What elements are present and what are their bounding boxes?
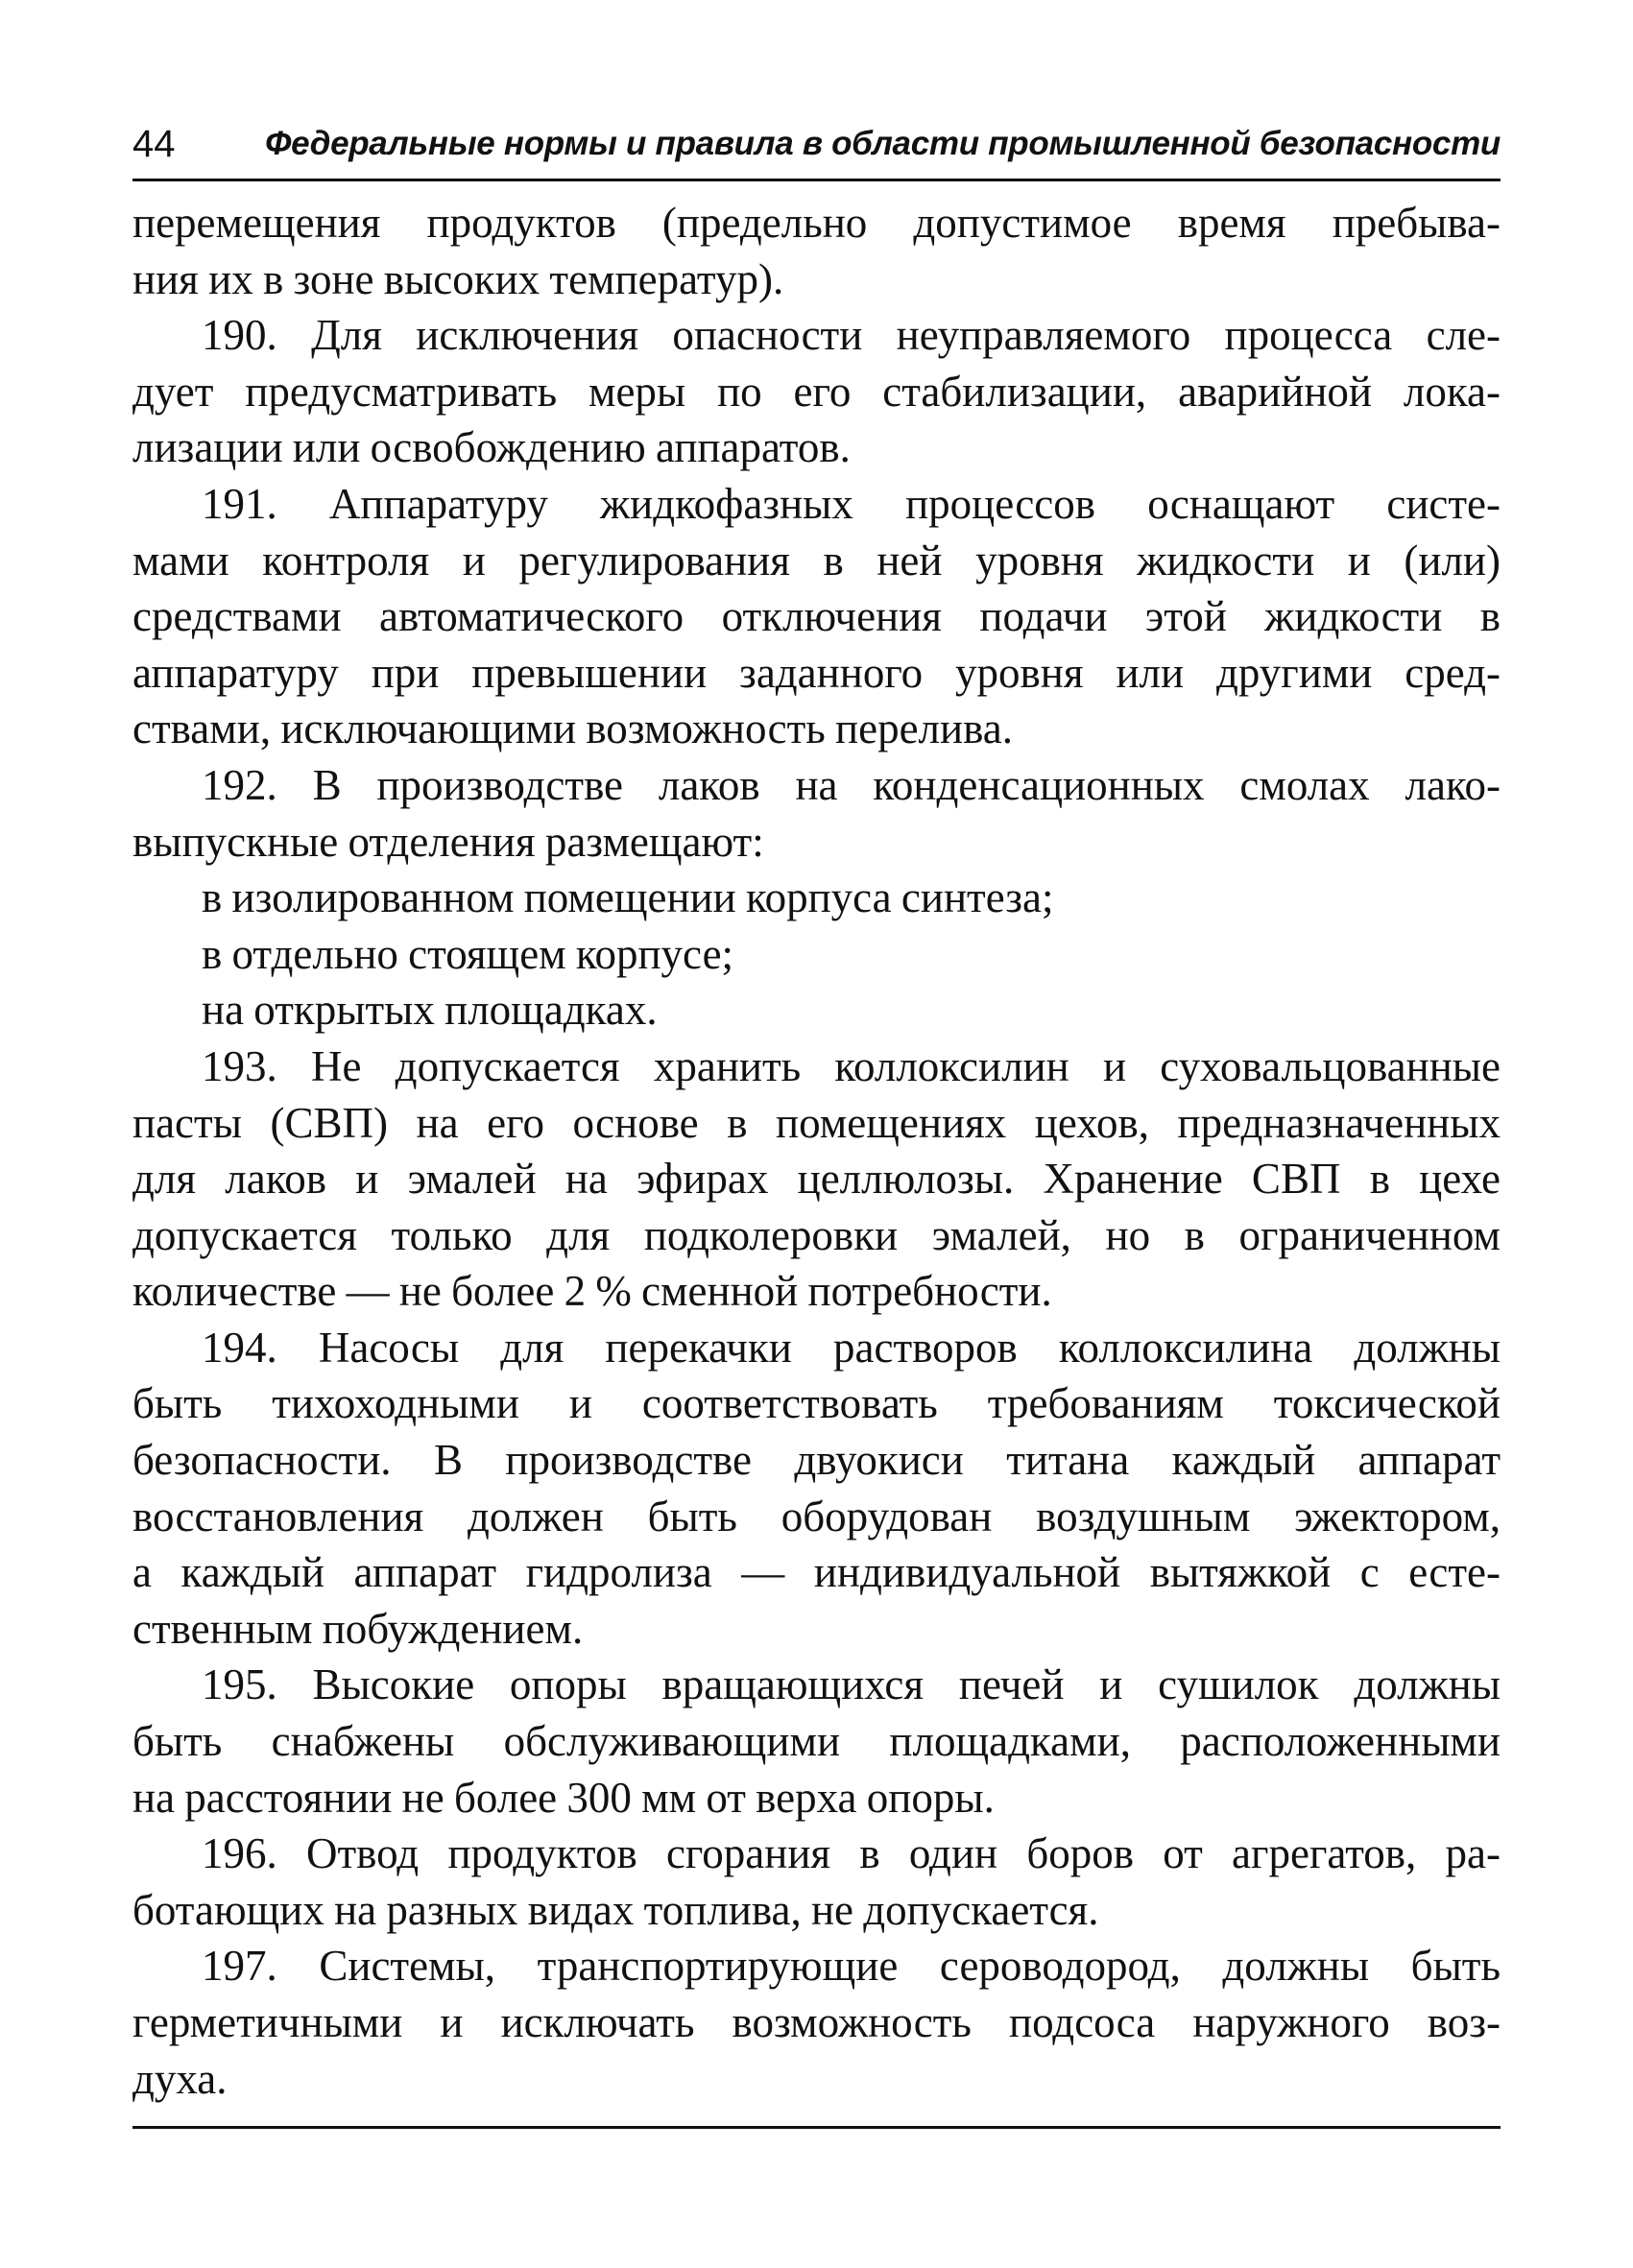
text-line: количестве — не более 2 % сменной потребности.: [132, 1267, 1052, 1316]
running-header: [132, 115, 1501, 181]
text-line: аппаратуру при превышении заданного уровня или другими сред-: [132, 648, 1501, 697]
text-line: на расстоянии не более 300 мм от верха опоры.: [132, 1773, 995, 1822]
text-line: ственным побуждением.: [132, 1604, 584, 1653]
text-line: выпускные отделения размещают:: [132, 817, 764, 866]
text-line: быть снабжены обслуживающими площадками, расположенными: [132, 1717, 1501, 1766]
paragraph-190-line: 190. Для исключения опасности неуправляемого процесса сле-: [202, 311, 1501, 360]
list-item: в изолированном помещении корпуса синтеза;: [202, 873, 1054, 922]
text-line: допускается только для подколеровки эмалей, но в ограниченном: [132, 1210, 1501, 1259]
bottom-rule: [132, 2126, 1501, 2129]
text-line: герметичными и исключать возможность подсоса наружного воз-: [132, 1998, 1501, 2046]
running-title: Федеральные нормы и правила в области промышленной безопасности: [265, 125, 1501, 162]
paragraph-193-line: 193. Не допускается хранить коллоксилин и суховальцованные: [202, 1041, 1501, 1090]
text-line: а каждый аппарат гидролиза — индивидуальной вытяжкой с есте-: [132, 1548, 1501, 1597]
list-item: в отдельно стоящем корпусе;: [202, 929, 734, 978]
paragraph-196-line: 196. Отвод продуктов сгорания в один боров от агрегатов, ра-: [202, 1829, 1501, 1878]
text-line: ботающих на разных видах топлива, не допускается.: [132, 1885, 1099, 1934]
paragraph-191-line: 191. Аппаратуру жидкофазных процессов оснащают систе-: [202, 479, 1501, 528]
page-number: 44: [132, 123, 176, 165]
text-line: безопасности. В производстве двуокиси титана каждый аппарат: [132, 1436, 1501, 1485]
body-text: [132, 195, 1501, 2107]
paragraph-197-line: 197. Системы, транспортирующие сероводород, должны быть: [202, 1942, 1501, 1991]
text-line: перемещения продуктов (предельно допустимое время пребыва-: [132, 199, 1501, 247]
paragraph-194-line: 194. Насосы для перекачки растворов коллоксилина должны: [202, 1323, 1501, 1372]
text-line: мами контроля и регулирования в ней уровня жидкости и (или): [132, 536, 1501, 585]
text-line: пасты (СВП) на его основе в помещениях цехов, предназначенных: [132, 1098, 1501, 1147]
text-line: быть тихоходными и соответствовать требованиям токсической: [132, 1379, 1501, 1428]
list-item: на открытых площадках.: [202, 986, 658, 1035]
text-line: духа.: [132, 2054, 228, 2103]
text-line: средствами автоматического отключения подачи этой жидкости в: [132, 592, 1501, 641]
paragraph-192-line: 192. В производстве лаков на конденсационных смолах лако-: [202, 760, 1501, 809]
text-line: для лаков и эмалей на эфирах целлюлозы. Хранение СВП в цехе: [132, 1155, 1501, 1204]
document-page: [132, 115, 1501, 2129]
text-line: ния их в зоне высоких температур).: [132, 254, 784, 303]
paragraph-195-line: 195. Высокие опоры вращающихся печей и сушилок должны: [202, 1660, 1501, 1709]
text-line: лизации или освобождению аппаратов.: [132, 423, 851, 472]
text-line: восстановления должен быть оборудован воздушным эжектором,: [132, 1492, 1501, 1540]
text-line: ствами, исключающими возможность перелива.: [132, 704, 1013, 753]
text-line: дует предусматривать меры по его стабилизации, аварийной лока-: [132, 367, 1501, 416]
